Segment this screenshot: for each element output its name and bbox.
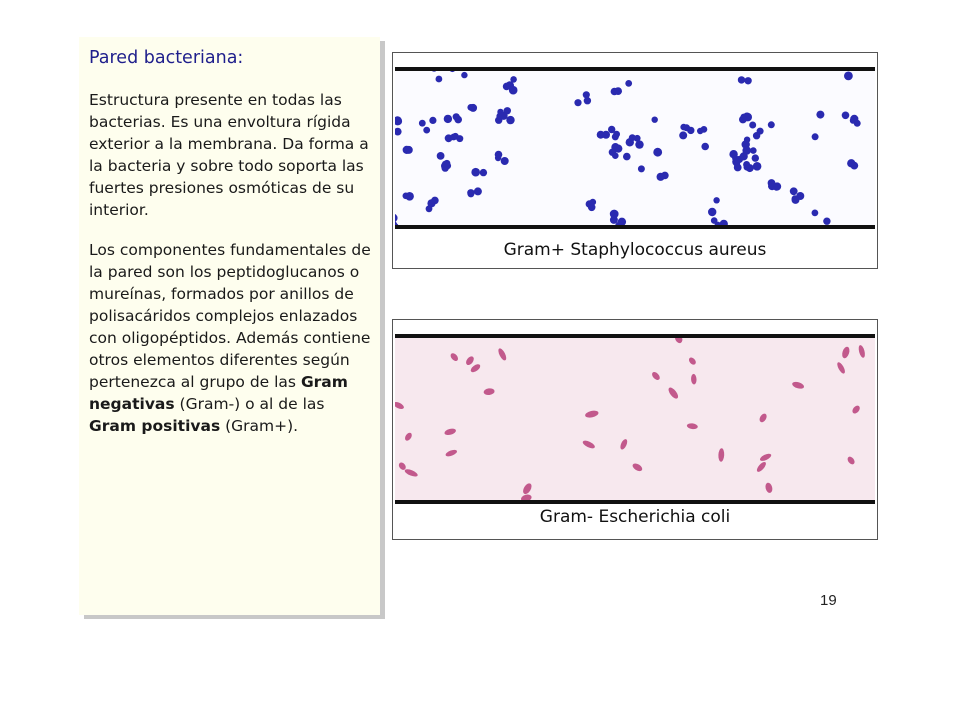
bacillus-cell: [667, 386, 680, 400]
bacillus-cell: [688, 356, 698, 366]
bacillus-cell: [404, 468, 419, 478]
coccus-cell: [753, 132, 760, 139]
coccus-cell: [773, 184, 779, 190]
coccus-cell: [474, 187, 482, 195]
paragraph-text: (Gram+).: [220, 417, 299, 435]
coccus-cell: [739, 116, 747, 124]
bacillus-cell: [449, 352, 459, 363]
bacillus-cell: [521, 482, 533, 496]
coccus-cell: [701, 143, 709, 151]
coccus-cell: [687, 127, 694, 134]
bacillus-cell: [841, 346, 851, 359]
coccus-cell: [732, 155, 739, 162]
bold-term-gram-positive: Gram positivas: [89, 417, 221, 435]
coccus-cell: [395, 128, 402, 136]
coccus-cell: [461, 72, 467, 78]
coccus-cell: [500, 112, 508, 120]
coccus-cell: [790, 187, 798, 195]
bacillus-cell: [759, 452, 772, 462]
coccus-cell: [612, 152, 619, 159]
bacilli-illustration: [395, 338, 875, 500]
coccus-cell: [431, 197, 439, 205]
staphylococcus-micrograph: [395, 67, 875, 229]
bacillus-cell: [755, 461, 767, 474]
coccus-cell: [816, 111, 824, 119]
bacillus-cell: [651, 371, 662, 382]
bacillus-cell: [836, 361, 847, 375]
coccus-cell: [405, 192, 414, 201]
bacillus-cell: [691, 374, 697, 385]
bacillus-cell: [764, 482, 773, 494]
coccus-cell: [812, 133, 819, 140]
coccus-cell: [501, 157, 509, 165]
coccus-cell: [395, 214, 398, 223]
coccus-cell: [652, 117, 658, 123]
bold-term-gram-negative: Gram negativas: [89, 373, 348, 413]
coccus-cell: [812, 210, 819, 217]
bacillus-cell: [674, 338, 684, 344]
coccus-cell: [623, 153, 631, 161]
coccus-cell: [456, 135, 463, 142]
paragraph-text: Los componentes fundamentales de la pared son los peptidoglucanos o mureínas, formados por anillos de polisacáridos complejos enlazados con oligopéptidos. Además contiene otros elementos diferentes según pertenezca al grupo de las: [89, 241, 371, 391]
coccus-cell: [638, 165, 645, 172]
coccus-cell: [844, 72, 853, 81]
coccus-cell: [635, 140, 643, 148]
coccus-cell: [467, 190, 474, 197]
coccus-cell: [708, 208, 716, 216]
coccus-cell: [471, 168, 480, 177]
coccus-cell: [742, 146, 751, 155]
coccus-cell: [713, 197, 719, 203]
coccus-cell: [752, 154, 759, 161]
coccus-cell: [426, 205, 433, 212]
bacillus-cell: [395, 401, 405, 411]
coccus-cell: [442, 161, 449, 168]
coccus-cell: [495, 155, 501, 161]
coccus-cell: [792, 196, 800, 204]
bacillus-cell: [483, 388, 495, 396]
coccus-cell: [657, 173, 665, 181]
paragraph-structure: Estructura presente en todas las bacterias. Es una envoltura rígida exterior a la membrana. Da forma a la bacteria y sobre todo soporta las fuertes presiones osmóticas de su interior.: [89, 91, 369, 219]
coccus-cell: [467, 104, 474, 111]
coccus-cell: [419, 120, 426, 127]
coccus-cell: [614, 87, 622, 95]
coccus-cell: [450, 134, 457, 141]
paragraph-text: (Gram-) o al de las: [174, 395, 325, 413]
coccus-cell: [444, 115, 452, 123]
coccus-cell: [431, 71, 438, 72]
coccus-cell: [768, 121, 775, 128]
coccus-cell: [480, 169, 487, 176]
coccus-cell: [510, 76, 517, 83]
coccus-cell: [574, 99, 581, 106]
bacillus-cell: [619, 438, 629, 450]
coccus-cell: [602, 131, 610, 139]
coccus-cell: [679, 131, 687, 139]
coccus-cell: [847, 159, 855, 167]
coccus-cell: [610, 210, 619, 219]
ecoli-figure: [392, 319, 878, 540]
coccus-cell: [749, 122, 756, 129]
bacillus-cell: [791, 381, 804, 390]
text-panel: [79, 37, 380, 615]
coccus-cell: [437, 152, 445, 160]
page-number: 19: [820, 592, 837, 609]
bacillus-cell: [686, 423, 698, 430]
coccus-cell: [743, 161, 750, 168]
bacillus-cell: [846, 455, 856, 465]
bacillus-cell: [497, 347, 508, 361]
coccus-cell: [618, 218, 626, 225]
coccus-cell: [429, 117, 436, 124]
coccus-cell: [509, 86, 518, 95]
bacillus-cell: [469, 363, 481, 374]
coccus-cell: [734, 161, 741, 168]
coccus-cell: [583, 91, 590, 98]
bacillus-cell: [858, 344, 867, 358]
ecoli-micrograph: [395, 334, 875, 504]
bacillus-cell: [404, 431, 414, 441]
coccus-cell: [613, 131, 620, 138]
coccus-cell: [744, 77, 751, 84]
coccus-cell: [590, 199, 597, 206]
coccus-cell: [634, 135, 641, 142]
bacillus-cell: [582, 439, 596, 450]
staphylococcus-figure: [392, 52, 878, 269]
coccus-cell: [423, 127, 430, 134]
coccus-cell: [453, 113, 460, 120]
ecoli-caption: Gram- Escherichia coli: [539, 507, 731, 527]
staphylococcus-caption: Gram+ Staphylococcus aureus: [503, 240, 767, 260]
coccus-cell: [436, 76, 443, 83]
coccus-cell: [680, 124, 687, 131]
bacillus-cell: [631, 462, 643, 473]
coccus-cell: [854, 120, 861, 127]
bacillus-cell: [584, 409, 599, 418]
coccus-cell: [449, 71, 456, 72]
coccus-cell: [405, 146, 413, 154]
bacillus-cell: [718, 448, 724, 462]
cocci-illustration: [395, 71, 875, 225]
bacillus-cell: [520, 493, 532, 500]
coccus-cell: [738, 76, 745, 83]
coccus-cell: [653, 148, 662, 157]
coccus-cell: [697, 128, 703, 134]
coccus-cell: [711, 217, 718, 224]
bacillus-cell: [464, 355, 475, 367]
coccus-cell: [753, 162, 762, 171]
coccus-cell: [626, 138, 634, 146]
coccus-cell: [842, 112, 850, 120]
bacillus-cell: [445, 449, 458, 458]
coccus-cell: [625, 80, 632, 87]
paragraph-components: [89, 239, 372, 437]
panel-title: Pared bacteriana:: [89, 48, 244, 68]
bacillus-cell: [444, 427, 457, 436]
coccus-cell: [823, 218, 830, 225]
coccus-cell: [506, 116, 514, 124]
bacillus-cell: [851, 404, 861, 415]
bacillus-cell: [758, 412, 768, 423]
